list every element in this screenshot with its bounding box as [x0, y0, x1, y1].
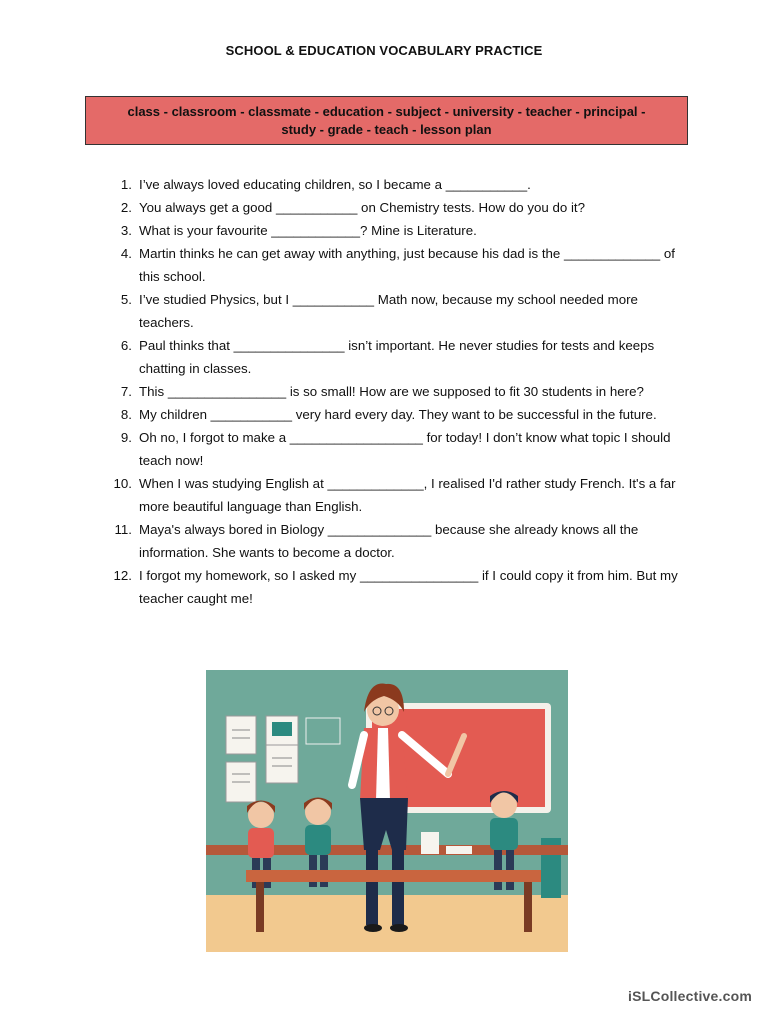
question-item — [110, 219, 690, 242]
question-item — [110, 472, 690, 518]
question-item — [110, 334, 690, 380]
word-bank-line-1: class - classroom - classmate - education - subject - university - teacher - principal - — [127, 103, 646, 119]
question-item — [110, 380, 690, 403]
question-text: I’ve studied Physics, but I ___________ Math now, because my school needed more teachers. — [139, 292, 638, 330]
paper — [421, 832, 439, 854]
question-number: 5. — [120, 292, 132, 307]
question-number: 12. — [113, 568, 132, 583]
worksheet-title: SCHOOL & EDUCATION VOCABULARY PRACTICE — [225, 43, 543, 58]
question-text: This ________________ is so small! How are we supposed to fit 30 students in here? — [139, 384, 644, 399]
question-number: 3. — [120, 223, 132, 238]
question-number: 8. — [120, 407, 132, 422]
question-item — [110, 403, 690, 426]
question-text: I forgot my homework, so I asked my ________________ if I could copy it from him. But my teacher caught me! — [139, 568, 678, 606]
question-text: Martin thinks he can get away with anything, just because his dad is the _____________ of this school. — [139, 246, 675, 284]
question-text: Maya's always bored in Biology ______________ because she already knows all the information. She wants to become a doctor. — [139, 522, 639, 560]
front-desk — [246, 870, 541, 882]
question-item — [110, 288, 690, 334]
question-item — [110, 518, 690, 564]
question-number: 6. — [120, 338, 132, 353]
watermark: iSLCollective.com — [628, 988, 752, 1004]
question-text: I’ve always loved educating children, so I became a ___________. — [139, 177, 531, 192]
question-number: 11. — [114, 522, 132, 537]
question-item — [110, 564, 690, 610]
notebook — [446, 846, 472, 854]
question-item — [110, 173, 690, 196]
question-text: When I was studying English at _____________, I realised I'd rather study French. It's a far more beautiful language than English. — [139, 476, 676, 514]
word-bank — [85, 96, 688, 145]
question-number: 4. — [120, 246, 132, 261]
question-number: 7. — [120, 384, 132, 399]
question-number: 2. — [120, 200, 132, 215]
question-text: You always get a good ___________ on Chemistry tests. How do you do it? — [139, 200, 585, 215]
question-item — [110, 426, 690, 472]
question-text: My children ___________ very hard every day. They want to be successful in the future. — [139, 407, 657, 422]
question-item — [110, 242, 690, 288]
question-list — [110, 173, 690, 610]
question-number: 1. — [120, 177, 132, 192]
question-text: Oh no, I forgot to make a __________________ for today! I don’t know what topic I should teach now! — [139, 430, 671, 468]
classroom-illustration — [206, 670, 568, 952]
word-bank-line-2: study - grade - teach - lesson plan — [281, 121, 492, 137]
question-text: What is your favourite ____________? Mine is Literature. — [139, 223, 477, 238]
question-number: 10. — [113, 476, 132, 491]
question-number: 9. — [120, 430, 132, 445]
question-text: Paul thinks that _______________ isn’t important. He never studies for tests and keeps chatting in classes. — [139, 338, 655, 376]
question-item — [110, 196, 690, 219]
